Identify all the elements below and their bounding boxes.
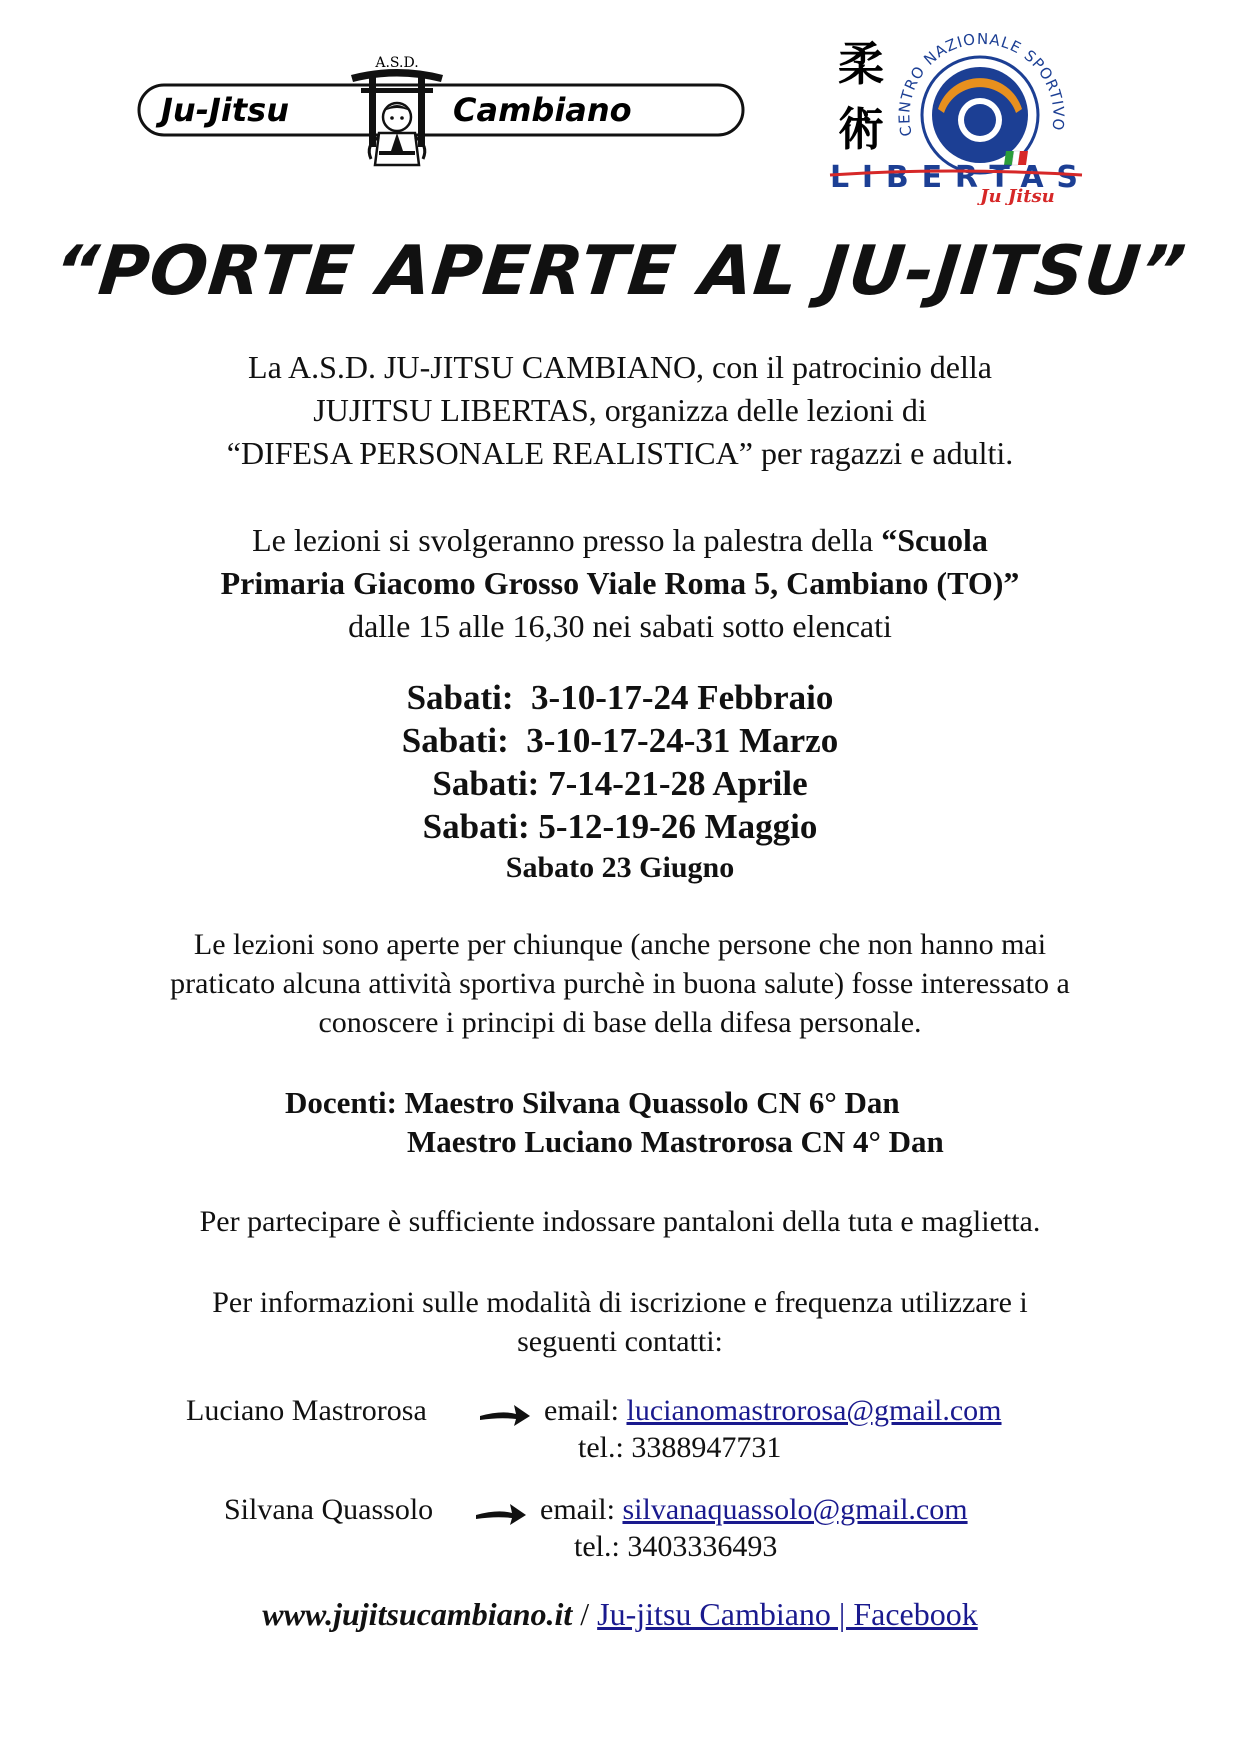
venue-time: dalle 15 alle 16,30 nei sabati sotto elencati bbox=[348, 608, 892, 644]
intro-line: JUJITSU LIBERTAS, organizza delle lezioni di bbox=[313, 392, 927, 428]
intro-line: La A.S.D. JU-JITSU CAMBIANO, con il patrocinio della bbox=[248, 349, 992, 385]
email-link-silvana[interactable]: silvanaquassolo@gmail.com bbox=[622, 1493, 968, 1526]
schedule-row-aprile: Sabati: 7-14-21-28 Aprile bbox=[432, 764, 808, 803]
cns-emblem-icon bbox=[922, 57, 1038, 173]
schedule-row-marzo: Sabati: 3-10-17-24-31 Marzo bbox=[401, 721, 839, 760]
libertas-jujitsu-sub: Ju Jitsu bbox=[980, 186, 1055, 205]
schedule-list bbox=[60, 676, 1180, 888]
open-lessons-paragraph bbox=[60, 925, 1180, 1042]
email-label: email: bbox=[544, 1394, 627, 1427]
schedule-row-febbraio: Sabati: 3-10-17-24 Febbraio bbox=[406, 678, 834, 717]
schedule-row-giugno: Sabato 23 Giugno bbox=[505, 851, 735, 884]
contact-email-row-silvana bbox=[540, 1490, 968, 1529]
contact-name-silvana: Silvana Quassolo bbox=[224, 1493, 434, 1526]
footer bbox=[0, 1596, 1240, 1633]
intro-line: “DIFESA PERSONALE REALISTICA” per ragazzi e adulti. bbox=[226, 435, 1014, 471]
schedule-row-maggio: Sabati: 5-12-19-26 Maggio bbox=[422, 807, 818, 846]
intro-paragraph bbox=[60, 346, 1180, 475]
ju-jitsu-cambiano-logo bbox=[135, 55, 747, 175]
libertas-wordmark: LIBERTAS bbox=[830, 160, 1080, 195]
contact-tel-luciano: tel.: 3388947731 bbox=[578, 1431, 782, 1464]
email-link-luciano[interactable]: lucianomastrorosa@gmail.com bbox=[626, 1394, 1002, 1427]
open-line: conoscere i principi di base della difesa personale. bbox=[318, 1006, 922, 1039]
footer-separator: / bbox=[572, 1596, 598, 1632]
info-paragraph bbox=[60, 1283, 1180, 1361]
libertas-logo bbox=[820, 25, 1120, 205]
cns-ring-text: CENTRO NAZIONALE SPORTIVO bbox=[895, 29, 1068, 138]
logo-asd-text: A.S.D. bbox=[375, 55, 419, 71]
email-label: email: bbox=[540, 1493, 623, 1526]
arrow-right-icon bbox=[478, 1402, 532, 1428]
contact-email-row-luciano bbox=[544, 1391, 1002, 1430]
info-line: seguenti contatti: bbox=[517, 1325, 723, 1358]
contact-name-luciano: Luciano Mastrorosa bbox=[186, 1394, 427, 1427]
logo-name-right: Cambiano bbox=[453, 91, 632, 129]
website-link[interactable]: www.jujitsucambiano.it bbox=[262, 1596, 573, 1632]
kanji-jutsu: 術 bbox=[838, 102, 884, 156]
info-line: Per informazioni sulle modalità di iscrizione e frequenza utilizzare i bbox=[212, 1286, 1028, 1319]
venue-text: Le lezioni si svolgeranno presso la palestra della bbox=[252, 522, 882, 558]
contact-tel-silvana: tel.: 3403336493 bbox=[574, 1530, 778, 1563]
open-line: praticato alcuna attività sportiva purchè in buona salute) fosse interessato a bbox=[170, 967, 1070, 1000]
teachers-block bbox=[285, 1083, 944, 1161]
logo-name-left: Ju-Jitsu bbox=[161, 91, 289, 129]
teacher-line-1: Docenti: Maestro Silvana Quassolo CN 6° Dan bbox=[285, 1085, 900, 1120]
facebook-link[interactable]: Ju-jitsu Cambiano | Facebook bbox=[597, 1596, 978, 1632]
teacher-line-2: Maestro Luciano Mastrorosa CN 4° Dan bbox=[407, 1124, 944, 1159]
venue-paragraph bbox=[60, 519, 1180, 648]
venue-address: Primaria Giacomo Grosso Viale Roma 5, Cambiano (TO)” bbox=[220, 565, 1020, 601]
arrow-right-icon bbox=[474, 1501, 528, 1527]
venue-school-name: “Scuola bbox=[881, 522, 988, 558]
open-line: Le lezioni sono aperte per chiunque (anche persone che non hanno mai bbox=[193, 928, 1047, 961]
clothing-note: Per partecipare è sufficiente indossare pantaloni della tuta e maglietta. bbox=[199, 1205, 1041, 1238]
venue-line bbox=[60, 519, 1180, 562]
page-title: “PORTE APERTE AL JU-JITSU” bbox=[50, 232, 1190, 311]
kanji-ju: 柔 bbox=[838, 37, 884, 91]
